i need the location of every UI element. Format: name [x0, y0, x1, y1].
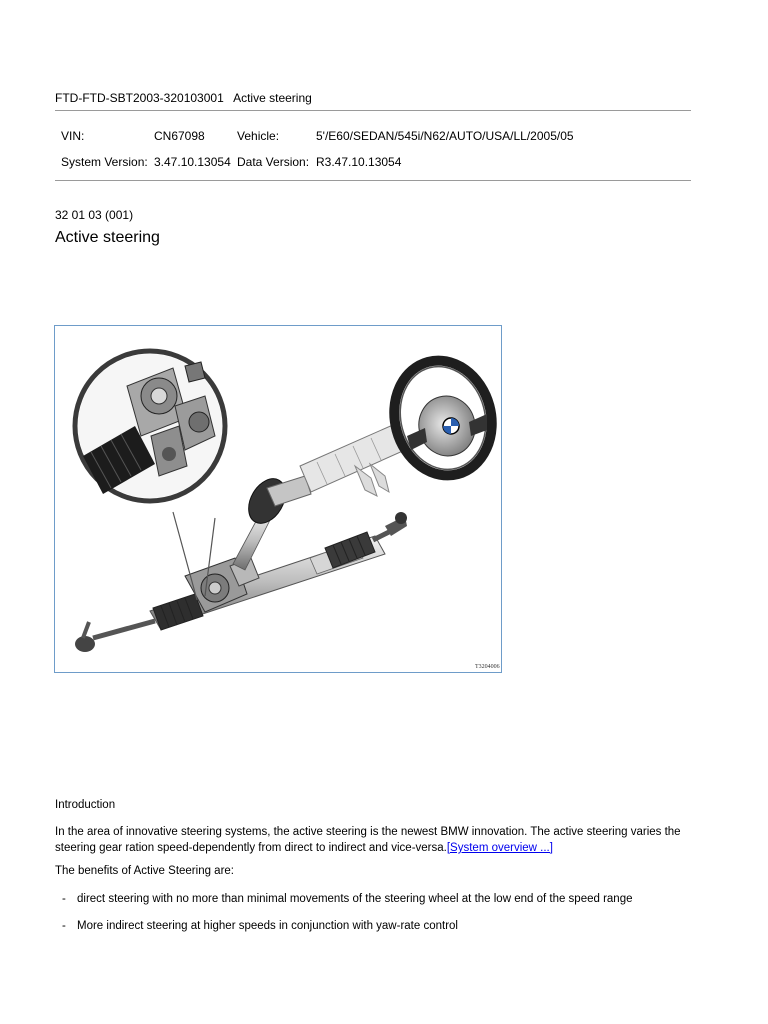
system-overview-link[interactable]: [System overview ...] [446, 842, 553, 854]
document-header [55, 91, 312, 105]
list-item [62, 920, 458, 932]
vehicle-value: 5'/E60/SEDAN/545i/N62/AUTO/USA/LL/2005/05 [316, 129, 574, 143]
list-item-text: More indirect steering at higher speeds in conjunction with yaw-rate control [77, 920, 458, 932]
bullet-dash: - [62, 920, 66, 932]
doc-id: FTD-FTD-SBT2003-320103001 [55, 91, 224, 105]
section-code: 32 01 03 (001) [55, 208, 134, 222]
vehicle-label: Vehicle: [237, 129, 280, 143]
detail-magnifier [75, 351, 225, 600]
intro-text: In the area of innovative steering systems, the active steering is the newest BMW innovation. The active steering varies the steering gear ration speed-dependently from direct to indirect and vice-versa. [55, 826, 681, 854]
intro-paragraph [55, 824, 695, 856]
divider [55, 110, 691, 111]
section-title: Active steering [55, 229, 160, 246]
doc-title: Active steering [233, 91, 312, 105]
bullet-dash: - [62, 893, 66, 905]
data-version-value: R3.47.10.13054 [316, 155, 402, 169]
list-item-text: direct steering with no more than minimal movements of the steering wheel at the low end of the speed range [77, 893, 633, 905]
benefits-heading: The benefits of Active Steering are: [55, 865, 234, 877]
steering-system-illustration [54, 325, 502, 673]
steering-diagram-svg [55, 326, 501, 672]
intro-heading: Introduction [55, 799, 116, 811]
data-version-label: Data Version: [237, 155, 310, 169]
vin-label: VIN: [61, 129, 85, 143]
vin-value: CN67098 [154, 129, 205, 143]
divider [55, 180, 691, 181]
system-version-label: System Version: [61, 155, 148, 169]
system-version-value: 3.47.10.13054 [154, 155, 231, 169]
list-item [62, 893, 633, 905]
steering-wheel [382, 350, 501, 487]
image-id-label: T3204006 [475, 664, 500, 670]
